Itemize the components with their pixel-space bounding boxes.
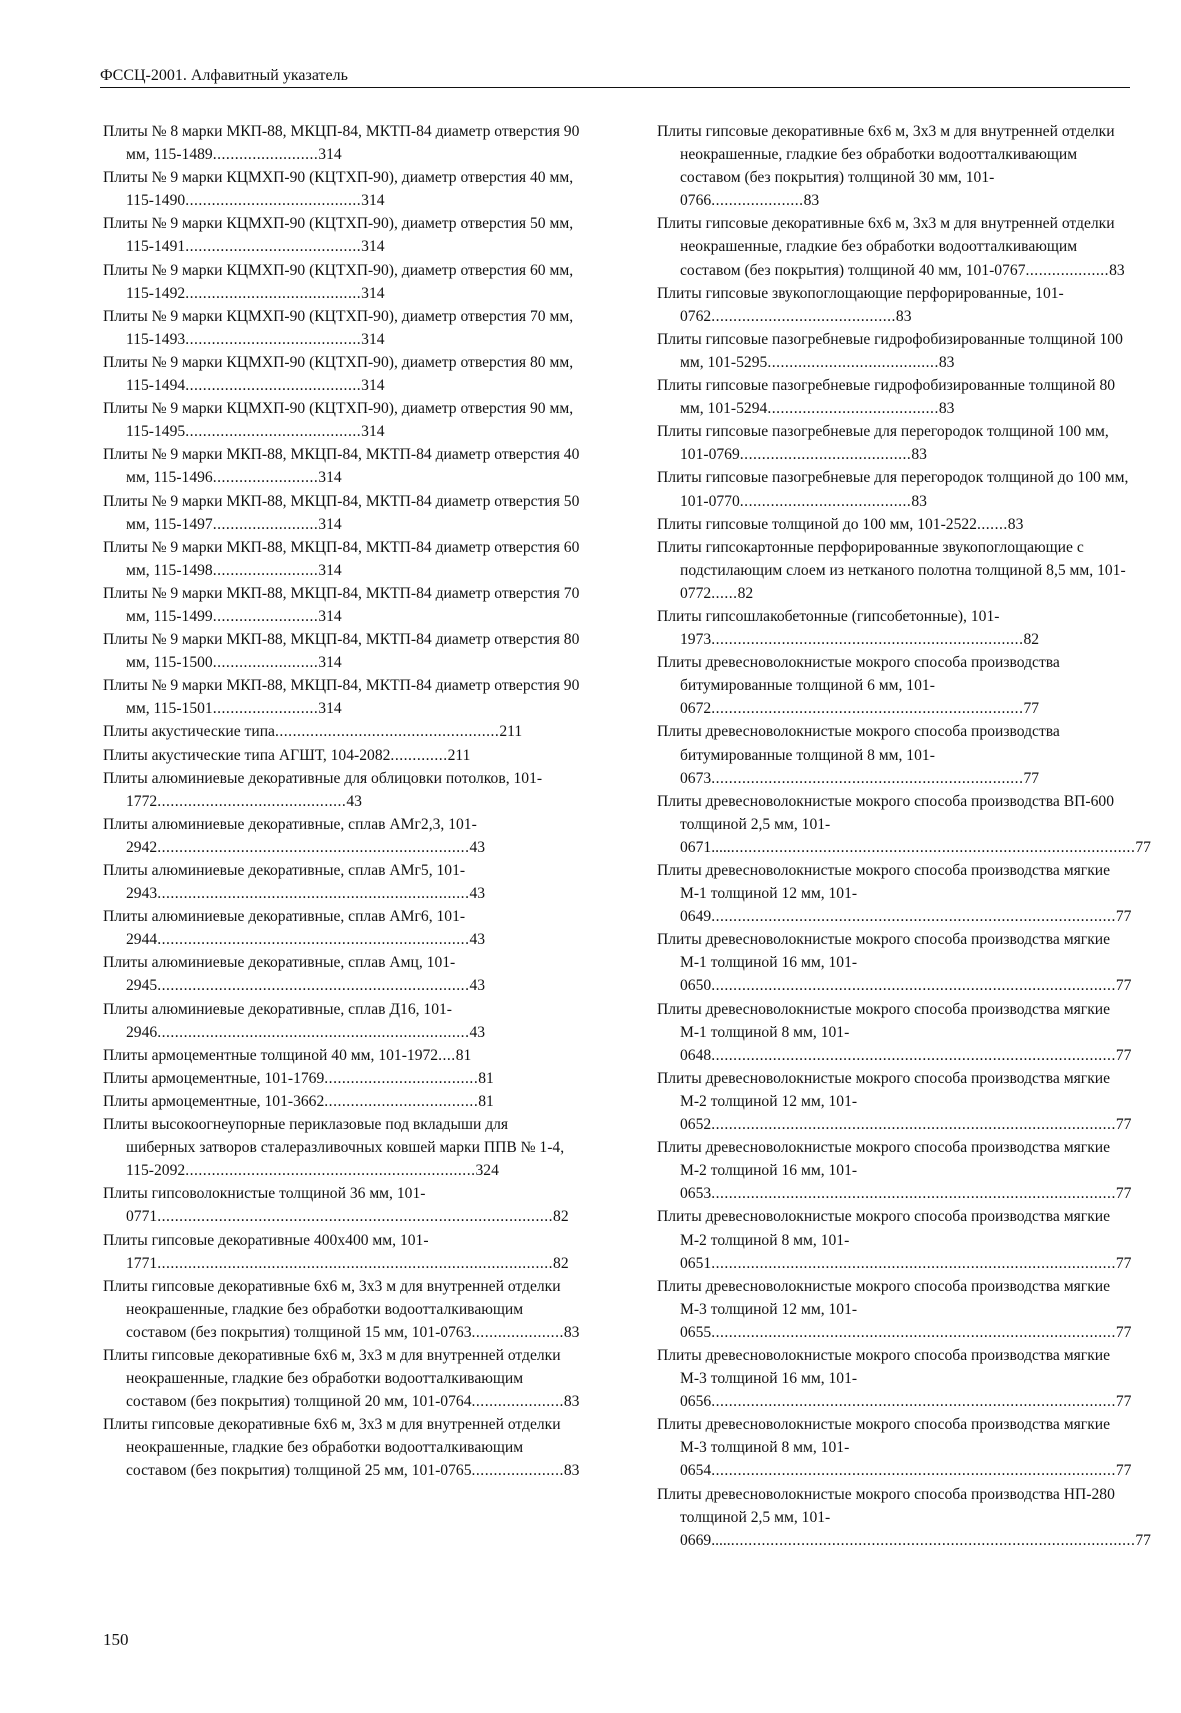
dot-leader: ........................ [212, 607, 319, 625]
index-entry [103, 1275, 581, 1344]
entry-text: Плиты армоцементные, 101-3662 [103, 1092, 325, 1110]
entry-text: Плиты № 9 марки КЦМХП-90 (КЦТХП-90), диаметр отверстия 60 мм, 115-1492 [103, 261, 574, 302]
entry-page: 77 [1023, 700, 1040, 718]
entry-page: 314 [361, 238, 385, 256]
entry-page: 314 [318, 700, 342, 718]
index-entry [657, 374, 1133, 420]
entry-page: 77 [1115, 1254, 1132, 1272]
entry-text: Плиты акустические типа АГШТ, 104-2082 [103, 746, 391, 764]
entry-text: Плиты гипсовые декоративные 6х6 м, 3х3 м для внутренней отделки неокрашенные, гладкие без обработки водоотталкивающим составом (без покрытия) толщиной 15 мм, 101-0763 [103, 1277, 561, 1341]
dot-leader: .................................................................. [185, 1162, 476, 1180]
entry-text: Плиты древесноволокнистые мокрого способа производства мягкие М-1 толщиной 12 мм, 101-0649 [657, 862, 1111, 926]
dot-leader: ............................................................................................ [711, 977, 1116, 995]
entry-text: Плиты гипсовые декоративные 6х6 м, 3х3 м для внутренней отделки неокрашенные, гладкие без обработки водоотталкивающим составом (без покрытия) толщиной 30 мм, 101-0766 [657, 123, 1115, 210]
entry-page: 82 [737, 584, 754, 602]
entry-page: 83 [895, 307, 912, 325]
dot-leader: ............................................................................................ [711, 1254, 1116, 1272]
index-entry [103, 951, 581, 997]
dot-leader: ........................ [212, 561, 319, 579]
dot-leader: ....................................................................... [711, 700, 1024, 718]
entry-page: 314 [318, 469, 342, 487]
entry-text: Плиты № 9 марки МКП-88, МКЦП-84, МКТП-84 диаметр отверстия 50 мм, 115-1497 [103, 492, 580, 533]
index-entry [657, 651, 1133, 720]
entry-page: 77 [1115, 1393, 1132, 1411]
entry-page: 77 [1115, 1323, 1132, 1341]
index-entry [103, 744, 581, 767]
entry-page: 43 [469, 1023, 486, 1041]
dot-leader: ................................................... [274, 723, 500, 741]
entry-text: Плиты акустические типа [103, 723, 275, 741]
dot-leader: ................... [1025, 261, 1110, 279]
dot-leader: ........................................ [185, 238, 362, 256]
dot-leader: ....................................................................... [157, 1023, 470, 1041]
dot-leader: ........................................ [185, 192, 362, 210]
index-entry [657, 790, 1151, 859]
entry-text: Плиты № 9 марки МКП-88, МКЦП-84, МКТП-84 диаметр отверстия 70 мм, 115-1499 [103, 584, 580, 625]
entry-text: Плиты древесноволокнистые мокрого способа производства мягкие М-2 толщиной 16 мм, 101-0653 [657, 1139, 1111, 1203]
entry-page: 314 [318, 561, 342, 579]
dot-leader: ............. [390, 746, 448, 764]
index-entry [103, 1090, 581, 1113]
entry-text: Плиты армоцементные толщиной 40 мм, 101-1972 [103, 1046, 439, 1064]
entry-page: 81 [478, 1069, 494, 1087]
dot-leader: ............................................................................................ [711, 1116, 1116, 1134]
index-entry [657, 720, 1133, 789]
entry-text: Плиты алюминиевые декоративные для облицовки потолков, 101-1772 [103, 769, 543, 810]
entry-text: Плиты алюминиевые декоративные, сплав Д16, 101-2946 [103, 1000, 453, 1041]
index-entry [103, 443, 581, 489]
dot-leader: ....................................................................... [157, 885, 470, 903]
dot-leader: ............................................................................................ [711, 1393, 1116, 1411]
index-entry [657, 1136, 1133, 1205]
dot-leader: ............................................................................................ [730, 1531, 1136, 1549]
index-entry [103, 212, 581, 258]
entry-text: Плиты древесноволокнистые мокрого способа производства мягкие М-3 толщиной 16 мм, 101-0656 [657, 1346, 1111, 1411]
entry-page: 324 [475, 1162, 499, 1180]
entry-text: Плиты алюминиевые декоративные, сплав АМг6, 101-2944 [103, 908, 466, 949]
dot-leader: ........................................ [185, 377, 362, 395]
entry-page: 314 [318, 654, 342, 672]
index-column-left [103, 120, 581, 1483]
dot-leader: ................................... [324, 1092, 479, 1110]
page-number: 150 [103, 1630, 129, 1649]
index-entry [103, 628, 581, 674]
entry-text: Плиты древесноволокнистые мокрого способа производства мягкие М-2 толщиной 8 мм, 101-0651 [657, 1208, 1111, 1272]
index-entry [657, 420, 1133, 466]
index-entry [657, 998, 1133, 1067]
index-entry [103, 859, 581, 905]
entry-text: Плиты № 9 марки КЦМХП-90 (КЦТХП-90), диаметр отверстия 90 мм, 115-1495 [103, 400, 574, 441]
entry-text: Плиты № 8 марки МКП-88, МКЦП-84, МКТП-84 диаметр отверстия 90 мм, 115-1489 [103, 123, 580, 164]
dot-leader: ....................................................................... [711, 769, 1024, 787]
entry-page: 82 [553, 1254, 569, 1272]
index-entry [103, 720, 581, 743]
entry-text: Плиты гипсовые звукопоглощающие перфорированные, 101-0762 [657, 284, 1064, 325]
dot-leader: ........................................ [185, 330, 362, 348]
dot-leader: ....................................................................... [157, 977, 470, 995]
entry-text: Плиты гипсовые декоративные 6х6 м, 3х3 м для внутренней отделки неокрашенные, гладкие без обработки водоотталкивающим составом (без покрытия) толщиной 40 мм, 101-0767 [657, 215, 1115, 279]
dot-leader: .... [438, 1046, 456, 1064]
dot-leader: .......................................... [711, 307, 896, 325]
entry-text: Плиты древесноволокнистые мокрого способа производства НП-280 толщиной 2,5 мм, 101-0669..... [657, 1485, 1115, 1549]
dot-leader: ............................................................................................ [730, 838, 1136, 856]
entry-page: 83 [1109, 261, 1125, 279]
dot-leader: ........................................ [185, 423, 362, 441]
index-entry [103, 767, 581, 813]
entry-page: 43 [346, 792, 362, 810]
entry-text: Плиты древесноволокнистые мокрого способа производства мягкие М-2 толщиной 12 мм, 101-0652 [657, 1069, 1111, 1134]
index-entry [657, 282, 1133, 328]
index-entry [103, 674, 581, 720]
dot-leader: ..................... [471, 1462, 564, 1480]
dot-leader: ........................................... [157, 792, 347, 810]
index-entry [103, 397, 581, 443]
entry-text: Плиты гипсокартонные перфорированные звукопоглощающие с подстилающим слоем из нетканого полотна толщиной 8,5 мм, 101-0772 [657, 538, 1126, 602]
entry-page: 314 [361, 330, 385, 348]
dot-leader: ........................ [212, 700, 319, 718]
dot-leader: ........................................ [185, 284, 362, 302]
index-entry [103, 998, 581, 1044]
index-entry [657, 536, 1133, 605]
index-entry [103, 1044, 581, 1067]
dot-leader: ....................................... [739, 446, 912, 464]
entry-page: 314 [361, 284, 385, 302]
index-entry [657, 513, 1133, 536]
entry-text: Плиты древесноволокнистые мокрого способа производства мягкие М-3 толщиной 12 мм, 101-0655 [657, 1277, 1111, 1341]
entry-text: Плиты гипсошлакобетонные (гипсобетонные), 101-1973 [657, 607, 1000, 649]
entry-page: 82 [553, 1208, 569, 1226]
entry-text: Плиты № 9 марки КЦМХП-90 (КЦТХП-90), диаметр отверстия 40 мм, 115-1490 [103, 169, 574, 210]
entry-page: 211 [499, 723, 523, 741]
entry-text: Плиты древесноволокнистые мокрого способа производства битумированные толщиной 6 мм, 101-0672 [657, 654, 1060, 718]
index-entry [103, 536, 581, 582]
index-entry [657, 120, 1133, 212]
entry-text: Плиты гипсовые декоративные 6х6 м, 3х3 м для внутренней отделки неокрашенные, гладкие без обработки водоотталкивающим составом (без покрытия) толщиной 20 мм, 101-0764 [103, 1346, 561, 1411]
index-entry [103, 1113, 581, 1182]
dot-leader: ........................ [212, 515, 319, 533]
entry-page: 83 [803, 192, 820, 210]
entry-text: Плиты № 9 марки МКП-88, МКЦП-84, МКТП-84 диаметр отверстия 60 мм, 115-1498 [103, 538, 580, 579]
entry-page: 77 [1115, 908, 1132, 926]
dot-leader: ................................... [324, 1069, 479, 1087]
entry-text: Плиты № 9 марки МКП-88, МКЦП-84, МКТП-84 диаметр отверстия 90 мм, 115-1501 [103, 677, 580, 718]
entry-page: 314 [318, 607, 342, 625]
entry-text: Плиты древесноволокнистые мокрого способа производства ВП-600 толщиной 2,5 мм, 101-0671..... [657, 792, 1115, 856]
entry-text: Плиты № 9 марки МКП-88, МКЦП-84, МКТП-84 диаметр отверстия 80 мм, 115-1500 [103, 631, 580, 672]
entry-text: Плиты гипсовые пазогребневые для перегородок толщиной 100 мм, 101-0769 [657, 423, 1109, 464]
index-entry [103, 490, 581, 536]
entry-page: 77 [1115, 1185, 1132, 1203]
dot-leader: ....................................... [739, 492, 912, 510]
dot-leader: ............................................................................................ [711, 1323, 1116, 1341]
dot-leader: ....................................................................... [157, 931, 470, 949]
dot-leader: ....................................... [767, 353, 939, 371]
entry-page: 43 [469, 885, 486, 903]
entry-page: 77 [1023, 769, 1040, 787]
index-entry [657, 1344, 1133, 1413]
entry-text: Плиты алюминиевые декоративные, сплав АМг2,3, 101-2942 [103, 815, 477, 856]
dot-leader: ....................................................................... [157, 838, 470, 856]
index-entry [657, 212, 1133, 281]
entry-page: 314 [361, 377, 385, 395]
entry-page: 81 [478, 1092, 494, 1110]
entry-page: 83 [563, 1462, 580, 1480]
entry-page: 77 [1115, 977, 1132, 995]
entry-text: Плиты гипсовые пазогребневые гидрофобизированные толщиной 100 мм, 101-5295 [657, 330, 1123, 371]
entry-text: Плиты алюминиевые декоративные, сплав Амц, 101-2945 [103, 954, 456, 995]
dot-leader: .......................................................................................... [157, 1208, 554, 1226]
entry-page: 83 [1007, 515, 1024, 533]
entry-page: 83 [938, 353, 955, 371]
index-entry [103, 1413, 581, 1482]
entry-page: 77 [1135, 1531, 1151, 1549]
entry-page: 83 [911, 492, 927, 510]
index-entry [657, 1205, 1133, 1274]
dot-leader: ...... [711, 584, 738, 602]
entry-text: Плиты алюминиевые декоративные, сплав АМг5, 101-2943 [103, 862, 466, 903]
entry-page: 314 [318, 146, 342, 164]
entry-text: Плиты гипсовые декоративные 6х6 м, 3х3 м для внутренней отделки неокрашенные, гладкие без обработки водоотталкивающим составом (без покрытия) толщиной 25 мм, 101-0765 [103, 1416, 561, 1480]
entry-text: Плиты древесноволокнистые мокрого способа производства битумированные толщиной 8 мм, 101-0673 [657, 723, 1060, 787]
dot-leader: ..................... [471, 1393, 564, 1411]
index-entry [103, 813, 581, 859]
entry-page: 83 [563, 1393, 580, 1411]
index-entry [657, 859, 1133, 928]
index-entry [657, 1275, 1133, 1344]
entry-text: Плиты гипсовые пазогребневые для перегородок толщиной до 100 мм, 101-0770 [657, 469, 1129, 510]
index-entry [657, 328, 1133, 374]
entry-page: 81 [455, 1046, 472, 1064]
dot-leader: ....................................... [767, 400, 939, 418]
entry-text: Плиты гипсовые декоративные 400х400 мм, 101-1771 [103, 1231, 429, 1272]
entry-page: 314 [318, 515, 342, 533]
index-entry [103, 1067, 581, 1090]
entry-text: Плиты № 9 марки МКП-88, МКЦП-84, МКТП-84 диаметр отверстия 40 мм, 115-1496 [103, 446, 580, 487]
entry-text: Плиты № 9 марки КЦМХП-90 (КЦТХП-90), диаметр отверстия 70 мм, 115-1493 [103, 307, 574, 348]
index-entry [103, 905, 581, 951]
entry-page: 43 [469, 977, 486, 995]
entry-page: 83 [911, 446, 927, 464]
entry-page: 43 [469, 931, 486, 949]
entry-page: 77 [1115, 1462, 1132, 1480]
index-entry [103, 305, 581, 351]
entry-text: Плиты № 9 марки КЦМХП-90 (КЦТХП-90), диаметр отверстия 50 мм, 115-1491 [103, 215, 574, 256]
index-entry [657, 1483, 1151, 1552]
dot-leader: ............................................................................................ [711, 908, 1116, 926]
dot-leader: ..................... [711, 192, 804, 210]
entry-text: Плиты армоцементные, 101-1769 [103, 1069, 325, 1087]
entry-page: 77 [1135, 838, 1151, 856]
entry-page: 77 [1115, 1116, 1132, 1134]
entry-text: Плиты древесноволокнистые мокрого способа производства мягкие М-1 толщиной 16 мм, 101-0650 [657, 931, 1111, 995]
index-entry [657, 1067, 1133, 1136]
entry-page: 43 [469, 838, 486, 856]
entry-text: Плиты № 9 марки КЦМХП-90 (КЦТХП-90), диаметр отверстия 80 мм, 115-1494 [103, 353, 574, 395]
index-entry [657, 605, 1133, 651]
dot-leader: .......................................................................................... [157, 1254, 554, 1272]
entry-text: Плиты древесноволокнистые мокрого способа производства мягкие М-1 толщиной 8 мм, 101-0648 [657, 1000, 1111, 1064]
index-entry [103, 1344, 581, 1413]
index-entry [657, 928, 1133, 997]
index-entry [657, 466, 1133, 512]
entry-page: 83 [563, 1323, 580, 1341]
index-entry [103, 120, 581, 166]
dot-leader: ..................... [471, 1323, 564, 1341]
index-entry [103, 166, 581, 212]
dot-leader: ............................................................................................ [711, 1462, 1116, 1480]
entry-text: Плиты древесноволокнистые мокрого способа производства мягкие М-3 толщиной 8 мм, 101-0654 [657, 1416, 1111, 1480]
index-entry [103, 259, 581, 305]
entry-text: Плиты гипсоволокнистые толщиной 36 мм, 101-0771 [103, 1185, 426, 1226]
entry-page: 83 [938, 400, 955, 418]
index-column-right [657, 120, 1151, 1552]
index-entry [657, 1413, 1133, 1482]
page-header [100, 66, 1130, 88]
header-title: ФССЦ-2001. Алфавитный указатель [100, 67, 348, 84]
entry-page: 82 [1023, 631, 1040, 649]
entry-page: 211 [447, 746, 471, 764]
entry-page: 77 [1115, 1046, 1132, 1064]
index-entry [103, 351, 581, 397]
dot-leader: ............................................................................................ [711, 1046, 1116, 1064]
dot-leader: ....................................................................... [711, 631, 1024, 649]
entry-page: 314 [361, 423, 385, 441]
index-entry [103, 1182, 581, 1228]
dot-leader: ........................ [212, 654, 319, 672]
dot-leader: ........................ [212, 469, 319, 487]
dot-leader: ............................................................................................ [711, 1185, 1116, 1203]
dot-leader: ........................ [212, 146, 319, 164]
entry-text: Плиты гипсовые пазогребневые гидрофобизированные толщиной 80 мм, 101-5294 [657, 377, 1116, 418]
entry-text: Плиты высокоогнеупорные периклазовые под вкладыши для шиберных затворов сталеразливочных ковшей марки ППВ № 1-4, 115-2092 [103, 1116, 565, 1180]
index-entry [103, 1229, 581, 1275]
dot-leader: ....... [976, 515, 1008, 533]
entry-text: Плиты гипсовые толщиной до 100 мм, 101-2522 [657, 515, 977, 533]
entry-page: 314 [361, 192, 385, 210]
index-entry [103, 582, 581, 628]
